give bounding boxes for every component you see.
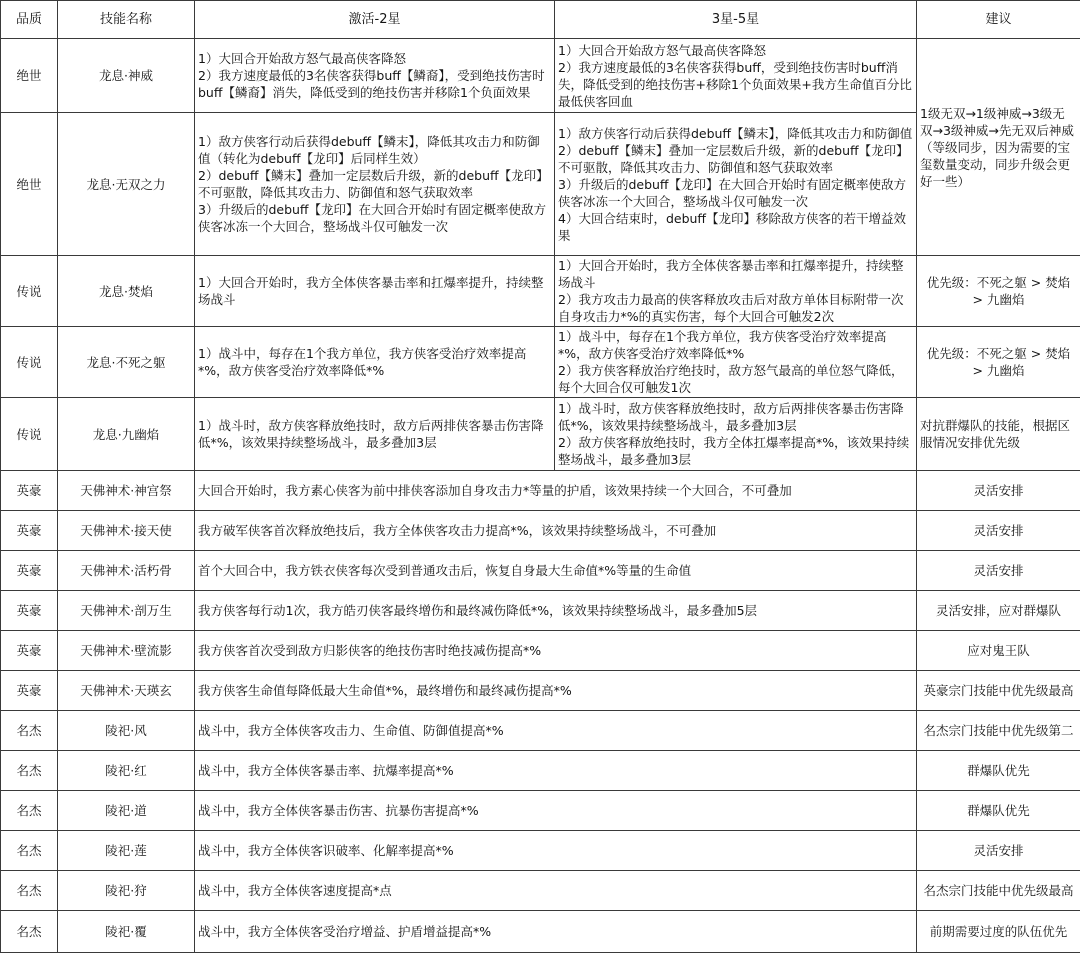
header-tier1: 激活-2星 — [195, 1, 555, 39]
header-advice: 建议 — [917, 1, 1080, 39]
effect-line: 1）大回合开始时，我方全体侠客暴击率和扛爆率提升，持续整场战斗 — [198, 275, 544, 307]
tier2-effect-cell — [555, 256, 917, 327]
advice-cell: 名杰宗门技能中优先级最高 — [917, 871, 1080, 911]
effect-cell: 我方破军侠客首次释放绝技后，我方全体侠客攻击力提高*%，该效果持续整场战斗，不可叠加 — [195, 511, 917, 551]
skill-name-cell: 陵祀·覆 — [58, 911, 195, 953]
skill-name-cell: 龙息·焚焰 — [58, 256, 195, 327]
skill-name-cell: 龙息·无双之力 — [58, 113, 195, 256]
skill-name-cell: 天佛神术·剖万生 — [58, 591, 195, 631]
skill-name-cell: 天佛神术·壁流影 — [58, 631, 195, 671]
quality-cell: 名杰 — [1, 751, 58, 791]
table-row — [1, 751, 1080, 791]
table-row — [1, 631, 1080, 671]
skill-name-cell: 龙息·不死之躯 — [58, 327, 195, 398]
effect-line: 1）战斗时，敌方侠客释放绝技时，敌方后两排侠客暴击伤害降低*%，该效果持续整场战斗，最多叠加3层 — [558, 401, 904, 433]
effect-cell: 战斗中，我方全体侠客识破率、化解率提高*% — [195, 831, 917, 871]
effect-line: 1）敌方侠客行动后获得debuff【鳞末】，降低其攻击力和防御值 — [558, 125, 913, 141]
skill-name-cell: 陵祀·红 — [58, 751, 195, 791]
advice-cell: 灵活安排，应对群爆队 — [917, 591, 1080, 631]
effect-cell: 战斗中，我方全体侠客攻击力、生命值、防御值提高*% — [195, 711, 917, 751]
tier2-effect-cell — [555, 113, 917, 256]
tier1-effect-cell — [195, 327, 555, 398]
header-skill-name: 技能名称 — [58, 1, 195, 39]
advice-cell: 英豪宗门技能中优先级最高 — [917, 671, 1080, 711]
effect-cell: 战斗中，我方全体侠客暴击伤害、抗暴伤害提高*% — [195, 791, 917, 831]
quality-cell: 英豪 — [1, 471, 58, 511]
effect-cell: 我方侠客首次受到敌方归影侠客的绝技伤害时绝技减伤提高*% — [195, 631, 917, 671]
advice-cell: 前期需要过度的队伍优先 — [917, 911, 1080, 953]
advice-cell: 群爆队优先 — [917, 791, 1080, 831]
table-row — [1, 591, 1080, 631]
table-row — [1, 327, 1080, 398]
effect-cell: 战斗中，我方全体侠客受治疗增益、护盾增益提高*% — [195, 911, 917, 953]
tier2-effect-cell — [555, 398, 917, 471]
advice-cell: 优先级：不死之躯 > 焚焰 > 九幽焰 — [917, 256, 1080, 327]
advice-cell: 名杰宗门技能中优先级第二 — [917, 711, 1080, 751]
advice-cell: 灵活安排 — [917, 511, 1080, 551]
effect-cell: 首个大回合中，我方铁衣侠客每次受到普通攻击后，恢复自身最大生命值*%等量的生命值 — [195, 551, 917, 591]
effect-line: 2）我方速度最低的3名侠客获得buff【鳞裔】，受到绝技伤害时buff【鳞裔】消失，降低受到的绝技伤害并移除1个负面效果 — [198, 68, 545, 100]
table-row — [1, 791, 1080, 831]
effect-line: 1）战斗中，每存在1个我方单位，我方侠客受治疗效率提高*%，敌方侠客受治疗效率降低*% — [198, 346, 527, 378]
quality-cell: 英豪 — [1, 551, 58, 591]
advice-cell: 灵活安排 — [917, 551, 1080, 591]
skill-name-cell: 天佛神术·接天使 — [58, 511, 195, 551]
skill-name-cell: 陵祀·道 — [58, 791, 195, 831]
table-row — [1, 871, 1080, 911]
skill-name-cell: 龙息·神威 — [58, 39, 195, 113]
skill-name-cell: 天佛神术·活朽骨 — [58, 551, 195, 591]
tier1-effect-cell — [195, 39, 555, 113]
effect-cell: 大回合开始时，我方素心侠客为前中排侠客添加自身攻击力*等量的护盾，该效果持续一个大回合，不可叠加 — [195, 471, 917, 511]
table-row — [1, 831, 1080, 871]
quality-cell: 名杰 — [1, 711, 58, 751]
effect-cell: 战斗中，我方全体侠客速度提高*点 — [195, 871, 917, 911]
skill-name-cell: 陵祀·风 — [58, 711, 195, 751]
skill-name-cell: 陵祀·狩 — [58, 871, 195, 911]
quality-cell: 英豪 — [1, 511, 58, 551]
table-row — [1, 551, 1080, 591]
tier1-effect-cell — [195, 398, 555, 471]
skill-name-cell: 陵祀·莲 — [58, 831, 195, 871]
effect-line: 2）debuff【鳞末】叠加一定层数后升级，新的debuff【龙印】不可驱散，降低其攻击力、防御值和怒气获取效率 — [558, 142, 909, 175]
quality-cell: 英豪 — [1, 671, 58, 711]
skill-name-cell: 天佛神术·神宫祭 — [58, 471, 195, 511]
effect-line: 1）大回合开始敌方怒气最高侠客降怒 — [558, 42, 766, 58]
quality-cell: 英豪 — [1, 631, 58, 671]
quality-cell: 传说 — [1, 327, 58, 398]
effect-line: 2）我方速度最低的3名侠客获得buff，受到绝技伤害时buff消失，降低受到的绝技伤害+移除1个负面效果+我方生命值百分比最低侠客回血 — [558, 59, 912, 109]
table-row — [1, 471, 1080, 511]
table-row — [1, 256, 1080, 327]
quality-cell: 绝世 — [1, 113, 58, 256]
skill-name-cell: 龙息·九幽焰 — [58, 398, 195, 471]
quality-cell: 名杰 — [1, 871, 58, 911]
advice-cell: 应对鬼王队 — [917, 631, 1080, 671]
effect-cell: 战斗中，我方全体侠客暴击率、抗爆率提高*% — [195, 751, 917, 791]
tier1-effect-cell — [195, 113, 555, 256]
advice-cell: 1级无双→1级神威→3级无双→3级神威→先无双后神威（等级同步，因为需要的宝玺数量变动，同步升级会更好一些） — [917, 39, 1080, 256]
effect-cell: 我方侠客生命值每降低最大生命值*%，最终增伤和最终减伤提高*% — [195, 671, 917, 711]
effect-line: 2）debuff【鳞末】叠加一定层数后升级，新的debuff【龙印】不可驱散，降低其攻击力、防御值和怒气获取效率 — [198, 168, 549, 200]
quality-cell: 名杰 — [1, 831, 58, 871]
quality-cell: 绝世 — [1, 39, 58, 113]
effect-line: 1）战斗时，敌方侠客释放绝技时，敌方后两排侠客暴击伤害降低*%，该效果持续整场战斗，最多叠加3层 — [198, 418, 544, 450]
effect-line: 1）敌方侠客行动后获得debuff【鳞末】，降低其攻击力和防御值（转化为debuff【龙印】后同样生效） — [198, 134, 540, 166]
effect-line: 4）大回合结束时，debuff【龙印】移除敌方侠客的若干增益效果 — [558, 210, 907, 243]
effect-line: 3）升级后的debuff【龙印】在大回合开始时有固定概率使敌方侠客冰冻一个大回合，整场战斗仅可触发一次 — [558, 176, 907, 209]
advice-cell: 对抗群爆队的技能，根据区服情况安排优先级 — [917, 398, 1080, 471]
effect-line: 3）升级后的debuff【龙印】在大回合开始时有固定概率使敌方侠客冰冻一个大回合，整场战斗仅可触发一次 — [198, 202, 547, 234]
header-row — [1, 1, 1080, 39]
advice-cell: 优先级：不死之躯 > 焚焰 > 九幽焰 — [917, 327, 1080, 398]
table-row — [1, 398, 1080, 471]
advice-cell: 群爆队优先 — [917, 751, 1080, 791]
effect-line: 2）敌方侠客释放绝技时，我方全体扛爆率提高*%，该效果持续整场战斗，最多叠加3层 — [558, 435, 910, 467]
effect-line: 1）战斗中，每存在1个我方单位，我方侠客受治疗效率提高*%，敌方侠客受治疗效率降低*% — [558, 329, 887, 361]
tier2-effect-cell — [555, 39, 917, 113]
table-row — [1, 511, 1080, 551]
quality-cell: 传说 — [1, 398, 58, 471]
header-quality: 品质 — [1, 1, 58, 39]
quality-cell: 名杰 — [1, 911, 58, 953]
advice-cell: 灵活安排 — [917, 831, 1080, 871]
effect-line: 1）大回合开始敌方怒气最高侠客降怒 — [198, 51, 406, 66]
table-row — [1, 911, 1080, 953]
table-row — [1, 711, 1080, 751]
advice-cell: 灵活安排 — [917, 471, 1080, 511]
quality-cell: 英豪 — [1, 591, 58, 631]
effect-line: 1）大回合开始时，我方全体侠客暴击率和扛爆率提升，持续整场战斗 — [558, 258, 904, 290]
quality-cell: 名杰 — [1, 791, 58, 831]
table-row — [1, 671, 1080, 711]
header-tier2: 3星-5星 — [555, 1, 917, 39]
effect-line: 2）我方攻击力最高的侠客释放攻击后对敌方单体目标附带一次自身攻击力*%的真实伤害，每个大回合可触发2次 — [558, 292, 904, 324]
table-row — [1, 39, 1080, 113]
effect-cell: 我方侠客每行动1次，我方皓刃侠客最终增伤和最终减伤降低*%，该效果持续整场战斗，最多叠加5层 — [195, 591, 917, 631]
skill-name-cell: 天佛神术·天瑛玄 — [58, 671, 195, 711]
tier1-effect-cell — [195, 256, 555, 327]
quality-cell: 传说 — [1, 256, 58, 327]
tier2-effect-cell — [555, 327, 917, 398]
effect-line: 2）我方侠客释放治疗绝技时，敌方怒气最高的单位怒气降低，每个大回合仅可触发1次 — [558, 363, 904, 395]
